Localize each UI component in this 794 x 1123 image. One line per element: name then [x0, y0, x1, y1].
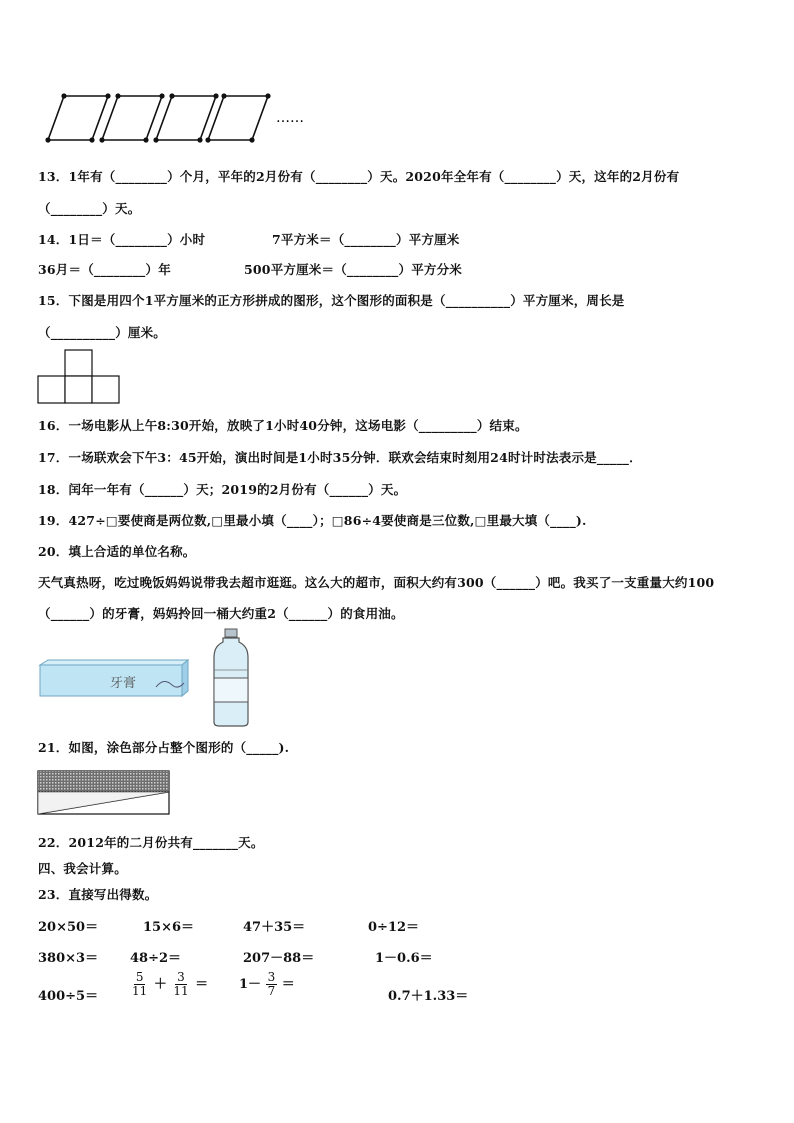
parallelogram-chain-figure: [40, 88, 340, 148]
parallelogram-2: [102, 96, 162, 140]
calc-r1-c4: 0÷12＝: [368, 920, 420, 935]
square-bottom-2: [65, 376, 92, 403]
square-bottom-3: [92, 376, 119, 403]
question-14-line1b: 7平方米＝（________）平方厘米: [272, 232, 460, 247]
oil-bottle-illustration: [212, 628, 252, 728]
question-21: 21．如图，涂色部分占整个图形的（_____).: [38, 740, 290, 755]
shaded-region: [38, 771, 169, 792]
calc-r2-c3: 207－88＝: [243, 951, 315, 966]
parallelogram-1: [48, 96, 108, 140]
question-20-title: 20．填上合适的单位名称。: [38, 544, 196, 559]
section-4-title: 四、我会计算。: [38, 861, 127, 876]
calc-r3-c2: $\frac{5}{11}$ ＋ $\frac{3}{11}$ ＝: [132, 970, 209, 998]
question-13-line2: （________）天。: [38, 201, 141, 216]
calc-r2-c2: 48÷2＝: [130, 951, 182, 966]
question-16: 16．一场电影从上午8:30开始，放映了1小时40分钟，这场电影（_________）结束。: [38, 418, 528, 433]
toothpaste-box-illustration: [38, 659, 198, 699]
shaded-rectangle-figure: [37, 770, 177, 818]
fraction-5-11: $\frac{5}{11}$: [132, 970, 148, 998]
toothpaste-label: 牙膏: [110, 676, 137, 691]
question-20-line1: 天气真热呀，吃过晚饭妈妈说带我去超市逛逛。这么大的超市，面积大约有300（______）吧。我买了一支重量大约100: [38, 575, 715, 590]
question-14-line2a: 36月＝（________）年: [38, 262, 171, 277]
parallelogram-4: [208, 96, 268, 140]
question-14-line2b: 500平方厘米＝（________）平方分米: [244, 262, 462, 277]
square-top: [65, 350, 92, 376]
square-bottom-1: [38, 376, 65, 403]
four-squares-figure: [38, 349, 128, 409]
question-13-line1: 13．1年有（________）个月，平年的2月份有（________）天。2020年全年有（________）天，这年的2月份有: [38, 169, 680, 184]
calc-r3-c4: 0.7＋1.33＝: [388, 989, 469, 1004]
calc-r1-c2: 15×6＝: [143, 920, 195, 935]
fraction-3-7: $\frac{3}{7}$: [267, 970, 276, 998]
calc-r3-c3: 1－ $\frac{3}{7}$ ＝: [239, 970, 295, 998]
question-15-line2: （__________）厘米。: [38, 325, 167, 340]
parallelogram-3: [156, 96, 216, 140]
calc-r1-c3: 47＋35＝: [243, 920, 306, 935]
calc-r3-c1: 400÷5＝: [38, 989, 99, 1004]
calc-r2-c4: 1－0.6＝: [375, 951, 433, 966]
question-20-line2: （______）的牙膏，妈妈拎回一桶大约重2（______）的食用油。: [38, 606, 404, 621]
fraction-3-11: $\frac{3}{11}$: [173, 970, 189, 998]
question-15-line1: 15．下图是用四个1平方厘米的正方形拼成的图形，这个图形的面积是（__________）平方厘米，周长是: [38, 293, 625, 308]
ellipsis: ……: [276, 110, 304, 126]
calc-r1-c1: 20×50＝: [38, 920, 99, 935]
question-14-line1a: 14．1日＝（________）小时: [38, 232, 206, 247]
calc-r2-c1: 380×3＝: [38, 951, 99, 966]
question-17: 17．一场联欢会下午3：45开始，演出时间是1小时35分钟．联欢会结束时刻用24时计时法表示是_____．: [38, 450, 642, 465]
question-19: 19．427÷□要使商是两位数,□里最小填（____）；□86÷4要使商是三位数,□里最大填（____).: [38, 513, 587, 528]
question-23-title: 23．直接写出得数。: [38, 887, 158, 902]
question-18: 18．闰年一年有（______）天；2019的2月份有（______）天。: [38, 482, 407, 497]
question-22: 22．2012年的二月份共有_______天。: [38, 835, 264, 850]
